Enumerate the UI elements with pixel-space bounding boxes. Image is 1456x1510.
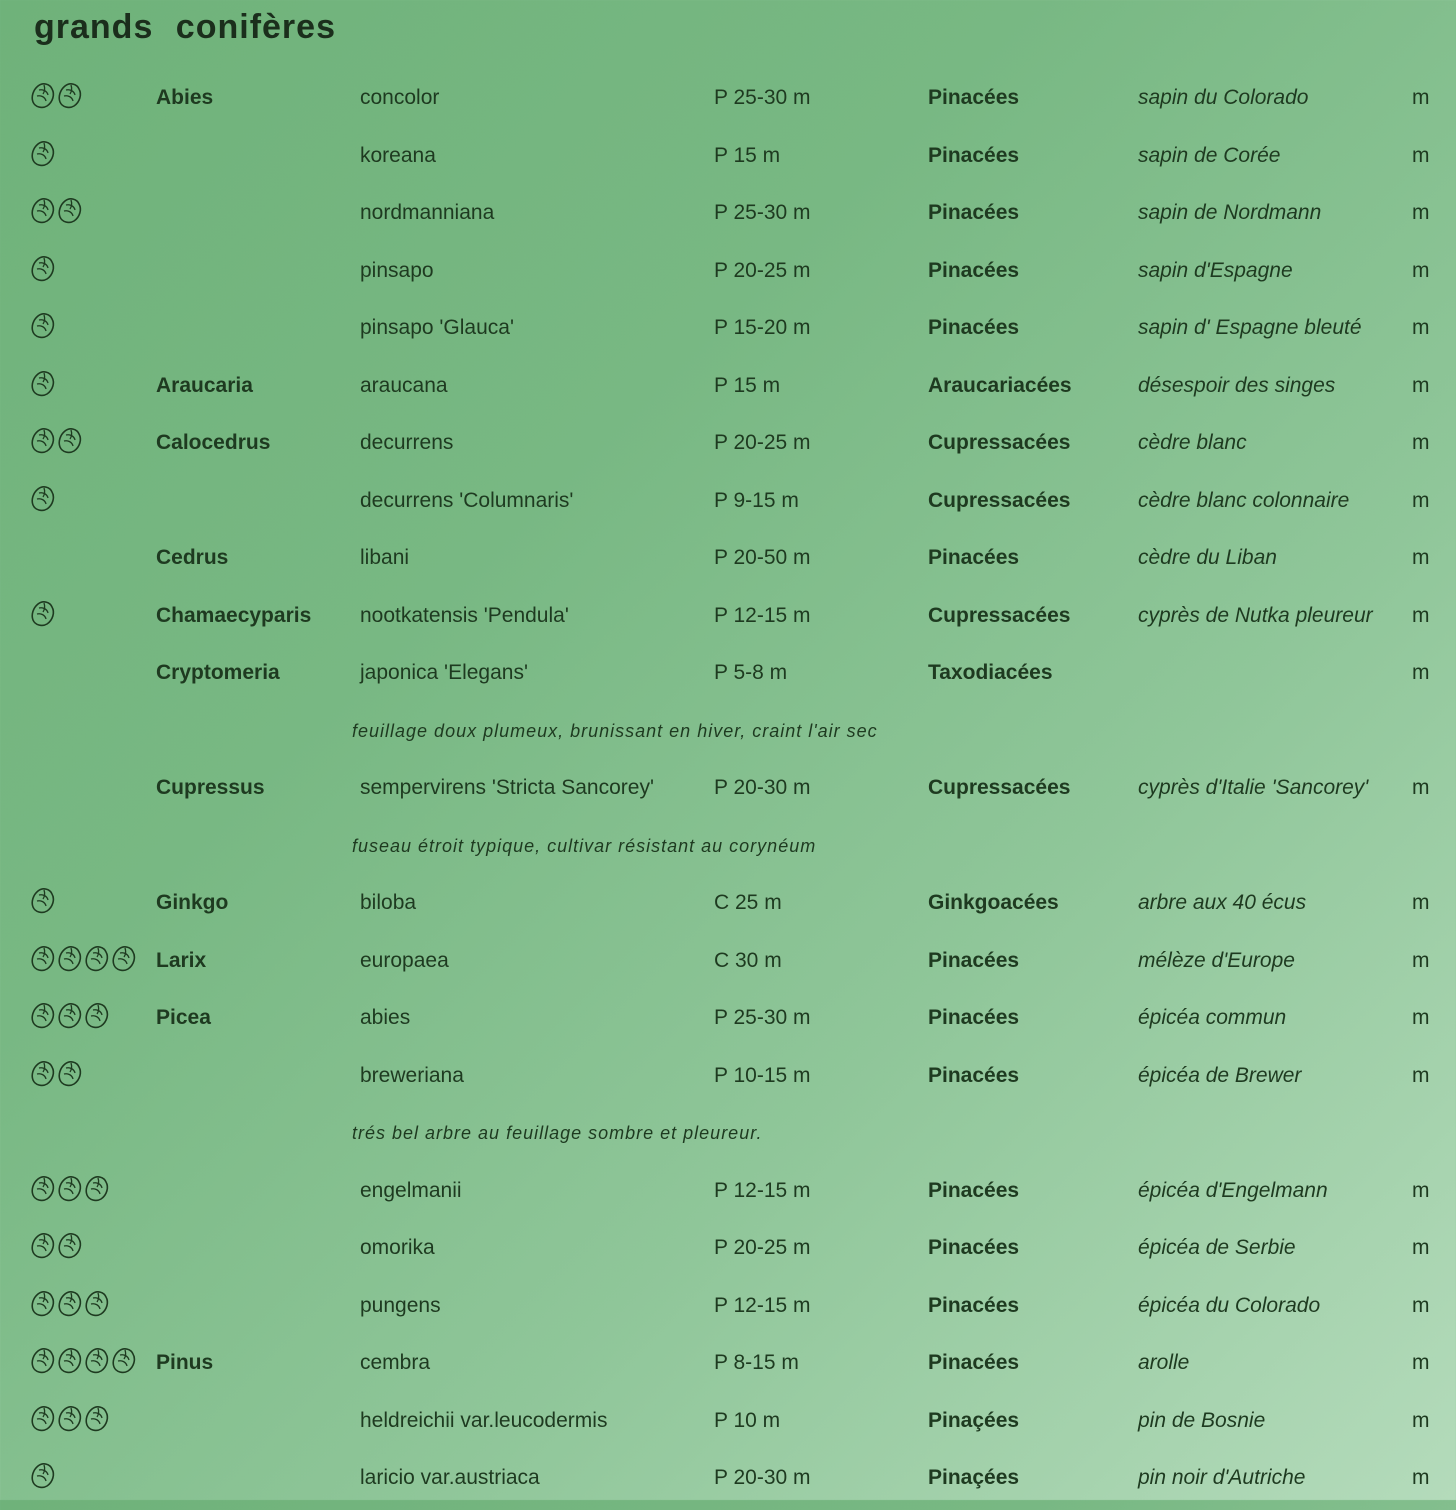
genus-cell: Abies <box>156 86 214 109</box>
table-row <box>0 1222 1456 1280</box>
species-cell: nootkatensis 'Pendula' <box>360 603 569 627</box>
table-row <box>0 762 1456 820</box>
hardiness-icons <box>30 1002 111 1030</box>
height-cell: P 20-25 m <box>714 258 811 282</box>
page-title: grands conifères <box>34 8 336 46</box>
species-cell: biloba <box>360 891 417 914</box>
cone-icon <box>57 1290 84 1318</box>
species-cell: decurrens <box>360 431 454 454</box>
cone-icon <box>30 82 57 110</box>
height-cell: P 15 m <box>714 143 781 167</box>
common-name-cell: épicéa de Serbie <box>1138 1236 1296 1259</box>
common-name-cell: épicéa d'Engelmann <box>1138 1178 1328 1202</box>
cone-icon <box>30 887 57 915</box>
hardiness-icons <box>30 140 57 168</box>
unit-cell: m <box>1412 258 1430 282</box>
height-cell: P 9-15 m <box>714 488 799 512</box>
cone-icon <box>57 1405 84 1433</box>
cone-icon <box>57 945 84 973</box>
common-name-cell: désespoir des singes <box>1138 373 1336 397</box>
common-name-cell: épicéa du Colorado <box>1138 1293 1321 1317</box>
common-name-cell: cèdre du Liban <box>1138 546 1277 569</box>
genus-cell: Chamaecyparis <box>156 603 312 627</box>
species-cell: sempervirens 'Stricta Sancorey' <box>360 776 654 799</box>
height-cell: P 12-15 m <box>714 603 811 627</box>
table-row <box>0 130 1456 188</box>
table-row <box>0 532 1456 590</box>
cone-icon <box>30 370 57 398</box>
family-cell: Pinacées <box>928 201 1020 224</box>
common-name-cell: épicéa commun <box>1138 1006 1287 1029</box>
common-name-cell: sapin de Nordmann <box>1138 201 1322 224</box>
cone-icon <box>30 1060 57 1088</box>
unit-cell: m <box>1412 488 1430 512</box>
hardiness-icons <box>30 370 57 398</box>
cone-icon <box>57 1002 84 1030</box>
unit-cell: m <box>1412 948 1430 972</box>
height-cell: P 10 m <box>714 1408 781 1432</box>
table-row <box>0 360 1456 418</box>
species-cell: koreana <box>360 143 436 167</box>
hardiness-icons <box>30 1347 138 1375</box>
common-name-cell: mélèze d'Europe <box>1138 948 1295 972</box>
cone-icon <box>57 1060 84 1088</box>
cone-icon <box>30 1175 57 1203</box>
height-cell: P 25-30 m <box>714 201 811 224</box>
height-cell: P 15-20 m <box>714 316 811 339</box>
family-cell: Pinacées <box>928 948 1020 972</box>
genus-cell: Picea <box>156 1006 211 1029</box>
table-row <box>0 1280 1456 1338</box>
unit-cell: m <box>1412 316 1430 339</box>
table-row <box>0 647 1456 705</box>
unit-cell: m <box>1412 1466 1430 1489</box>
family-cell: Pinacées <box>928 1293 1020 1317</box>
hardiness-icons <box>30 82 84 110</box>
unit-cell: m <box>1412 201 1430 224</box>
family-cell: Pinacées <box>928 1006 1020 1029</box>
note-text: feuillage doux plumeux, brunissant en hiver, craint l'air sec <box>352 720 878 741</box>
height-cell: P 20-30 m <box>714 776 811 799</box>
family-cell: Cupressacées <box>928 603 1071 627</box>
common-name-cell: sapin de Corée <box>1138 143 1281 167</box>
unit-cell: m <box>1412 86 1430 109</box>
note-row <box>0 705 1456 763</box>
table-row <box>0 992 1456 1050</box>
family-cell: Pinacées <box>928 1351 1020 1374</box>
unit-cell: m <box>1412 546 1430 569</box>
hardiness-icons <box>30 1290 111 1318</box>
unit-cell: m <box>1412 373 1430 397</box>
cone-icon <box>57 1175 84 1203</box>
species-cell: abies <box>360 1006 411 1029</box>
cone-icon <box>84 1290 111 1318</box>
family-cell: Pinacées <box>928 143 1020 167</box>
cone-icon <box>30 485 57 513</box>
hardiness-icons <box>30 887 57 915</box>
table-row <box>0 1050 1456 1108</box>
hardiness-icons <box>30 600 57 628</box>
hardiness-icons <box>30 1060 84 1088</box>
table-row <box>0 590 1456 648</box>
common-name-cell: pin de Bosnie <box>1138 1408 1266 1432</box>
table-row <box>0 302 1456 360</box>
hardiness-icons <box>30 1405 111 1433</box>
hardiness-icons <box>30 485 57 513</box>
table-row <box>0 475 1456 533</box>
genus-cell: Ginkgo <box>156 891 229 914</box>
conifer-list <box>0 72 1456 1510</box>
table-row <box>0 1395 1456 1453</box>
common-name-cell: pin noir d'Autriche <box>1138 1466 1306 1489</box>
cone-icon <box>30 140 57 168</box>
unit-cell: m <box>1412 1063 1430 1087</box>
unit-cell: m <box>1412 1178 1430 1202</box>
genus-cell: Pinus <box>156 1351 214 1374</box>
common-name-cell: épicéa de Brewer <box>1138 1063 1302 1087</box>
cone-icon <box>30 1232 57 1260</box>
common-name-cell: cyprès d'Italie 'Sancorey' <box>1138 776 1369 799</box>
unit-cell: m <box>1412 603 1430 627</box>
family-cell: Ginkgoacées <box>928 891 1059 914</box>
cone-icon <box>30 312 57 340</box>
species-cell: pinsapo 'Glauca' <box>360 316 514 339</box>
family-cell: Cupressacées <box>928 488 1071 512</box>
family-cell: Araucariacées <box>928 373 1072 397</box>
common-name-cell: arbre aux 40 écus <box>1138 891 1307 914</box>
cone-icon <box>111 945 138 973</box>
cone-icon <box>84 1175 111 1203</box>
table-row <box>0 935 1456 993</box>
species-cell: cembra <box>360 1351 431 1374</box>
cone-icon <box>84 945 111 973</box>
cone-icon <box>57 427 84 455</box>
family-cell: Pinacées <box>928 1063 1020 1087</box>
height-cell: P 12-15 m <box>714 1178 811 1202</box>
note-row <box>0 820 1456 878</box>
cone-icon <box>57 197 84 225</box>
table-row <box>0 187 1456 245</box>
family-cell: Pinacées <box>928 316 1020 339</box>
cone-icon <box>30 255 57 283</box>
note-row <box>0 1107 1456 1165</box>
cone-icon <box>30 1347 57 1375</box>
family-cell: Taxodiacées <box>928 661 1053 684</box>
species-cell: araucana <box>360 373 448 397</box>
unit-cell: m <box>1412 1408 1430 1432</box>
genus-cell: Araucaria <box>156 373 253 397</box>
unit-cell: m <box>1412 891 1430 914</box>
common-name-cell: cèdre blanc <box>1138 431 1247 454</box>
height-cell: P 25-30 m <box>714 86 811 109</box>
cone-icon <box>30 1462 57 1490</box>
height-cell: P 15 m <box>714 373 781 397</box>
unit-cell: m <box>1412 1351 1430 1374</box>
common-name-cell: arolle <box>1138 1351 1190 1374</box>
table-row <box>0 1452 1456 1510</box>
species-cell: pungens <box>360 1293 441 1317</box>
height-cell: C 25 m <box>714 891 782 914</box>
species-cell: omorika <box>360 1236 435 1259</box>
species-cell: concolor <box>360 86 440 109</box>
species-cell: heldreichii var.leucodermis <box>360 1408 608 1432</box>
table-row <box>0 245 1456 303</box>
family-cell: Pinacées <box>928 258 1020 282</box>
common-name-cell: sapin d'Espagne <box>1138 258 1293 282</box>
cone-icon <box>30 600 57 628</box>
species-cell: japonica 'Elegans' <box>360 661 528 684</box>
species-cell: laricio var.austriaca <box>360 1466 540 1489</box>
hardiness-icons <box>30 1232 84 1260</box>
species-cell: breweriana <box>360 1063 464 1087</box>
family-cell: Pinacées <box>928 86 1020 109</box>
hardiness-icons <box>30 312 57 340</box>
cone-icon <box>84 1002 111 1030</box>
hardiness-icons <box>30 255 57 283</box>
common-name-cell: sapin d' Espagne bleuté <box>1138 316 1362 339</box>
cone-icon <box>30 197 57 225</box>
genus-cell: Cryptomeria <box>156 661 280 684</box>
species-cell: nordmanniana <box>360 201 495 224</box>
genus-cell: Calocedrus <box>156 431 271 454</box>
genus-cell: Cupressus <box>156 776 265 799</box>
height-cell: P 12-15 m <box>714 1293 811 1317</box>
cone-icon <box>84 1347 111 1375</box>
hardiness-icons <box>30 1175 111 1203</box>
family-cell: Cupressacées <box>928 776 1071 799</box>
note-text: trés bel arbre au feuillage sombre et pleureur. <box>352 1123 763 1143</box>
species-cell: engelmanii <box>360 1178 462 1202</box>
note-text: fuseau étroit typique, cultivar résistant au corynéum <box>352 835 817 856</box>
cone-icon <box>111 1347 138 1375</box>
cone-icon <box>30 945 57 973</box>
hardiness-icons <box>30 197 84 225</box>
species-cell: libani <box>360 546 410 569</box>
table-row <box>0 1165 1456 1223</box>
hardiness-icons <box>30 427 84 455</box>
height-cell: P 25-30 m <box>714 1006 811 1029</box>
family-cell: Cupressacées <box>928 431 1071 454</box>
family-cell: Pinacées <box>928 1178 1020 1202</box>
height-cell: P 20-30 m <box>714 1466 811 1489</box>
species-cell: pinsapo <box>360 258 434 282</box>
common-name-cell: cèdre blanc colonnaire <box>1138 488 1350 512</box>
family-cell: Pinaçées <box>928 1466 1020 1489</box>
unit-cell: m <box>1412 1006 1430 1029</box>
unit-cell: m <box>1412 143 1430 167</box>
species-cell: decurrens 'Columnaris' <box>360 488 574 512</box>
height-cell: P 20-25 m <box>714 431 811 454</box>
family-cell: Pinacées <box>928 1236 1020 1259</box>
family-cell: Pinaçées <box>928 1408 1020 1432</box>
height-cell: C 30 m <box>714 948 782 972</box>
table-row <box>0 417 1456 475</box>
cone-icon <box>57 1347 84 1375</box>
height-cell: P 20-50 m <box>714 546 811 569</box>
common-name-cell: sapin du Colorado <box>1138 86 1309 109</box>
genus-cell: Cedrus <box>156 546 229 569</box>
hardiness-icons <box>30 945 138 973</box>
unit-cell: m <box>1412 661 1430 684</box>
table-row <box>0 1337 1456 1395</box>
cone-icon <box>30 427 57 455</box>
cone-icon <box>57 82 84 110</box>
cone-icon <box>30 1290 57 1318</box>
common-name-cell: cyprès de Nutka pleureur <box>1138 603 1373 627</box>
height-cell: P 8-15 m <box>714 1351 799 1374</box>
unit-cell: m <box>1412 1293 1430 1317</box>
genus-cell: Larix <box>156 948 207 972</box>
cone-icon <box>84 1405 111 1433</box>
height-cell: P 20-25 m <box>714 1236 811 1259</box>
table-row <box>0 72 1456 130</box>
unit-cell: m <box>1412 1236 1430 1259</box>
cone-icon <box>30 1405 57 1433</box>
height-cell: P 5-8 m <box>714 661 788 684</box>
height-cell: P 10-15 m <box>714 1063 811 1087</box>
cone-icon <box>57 1232 84 1260</box>
cone-icon <box>30 1002 57 1030</box>
unit-cell: m <box>1412 431 1430 454</box>
table-row <box>0 877 1456 935</box>
hardiness-icons <box>30 1462 57 1490</box>
species-cell: europaea <box>360 948 449 972</box>
family-cell: Pinacées <box>928 546 1020 569</box>
unit-cell: m <box>1412 776 1430 799</box>
